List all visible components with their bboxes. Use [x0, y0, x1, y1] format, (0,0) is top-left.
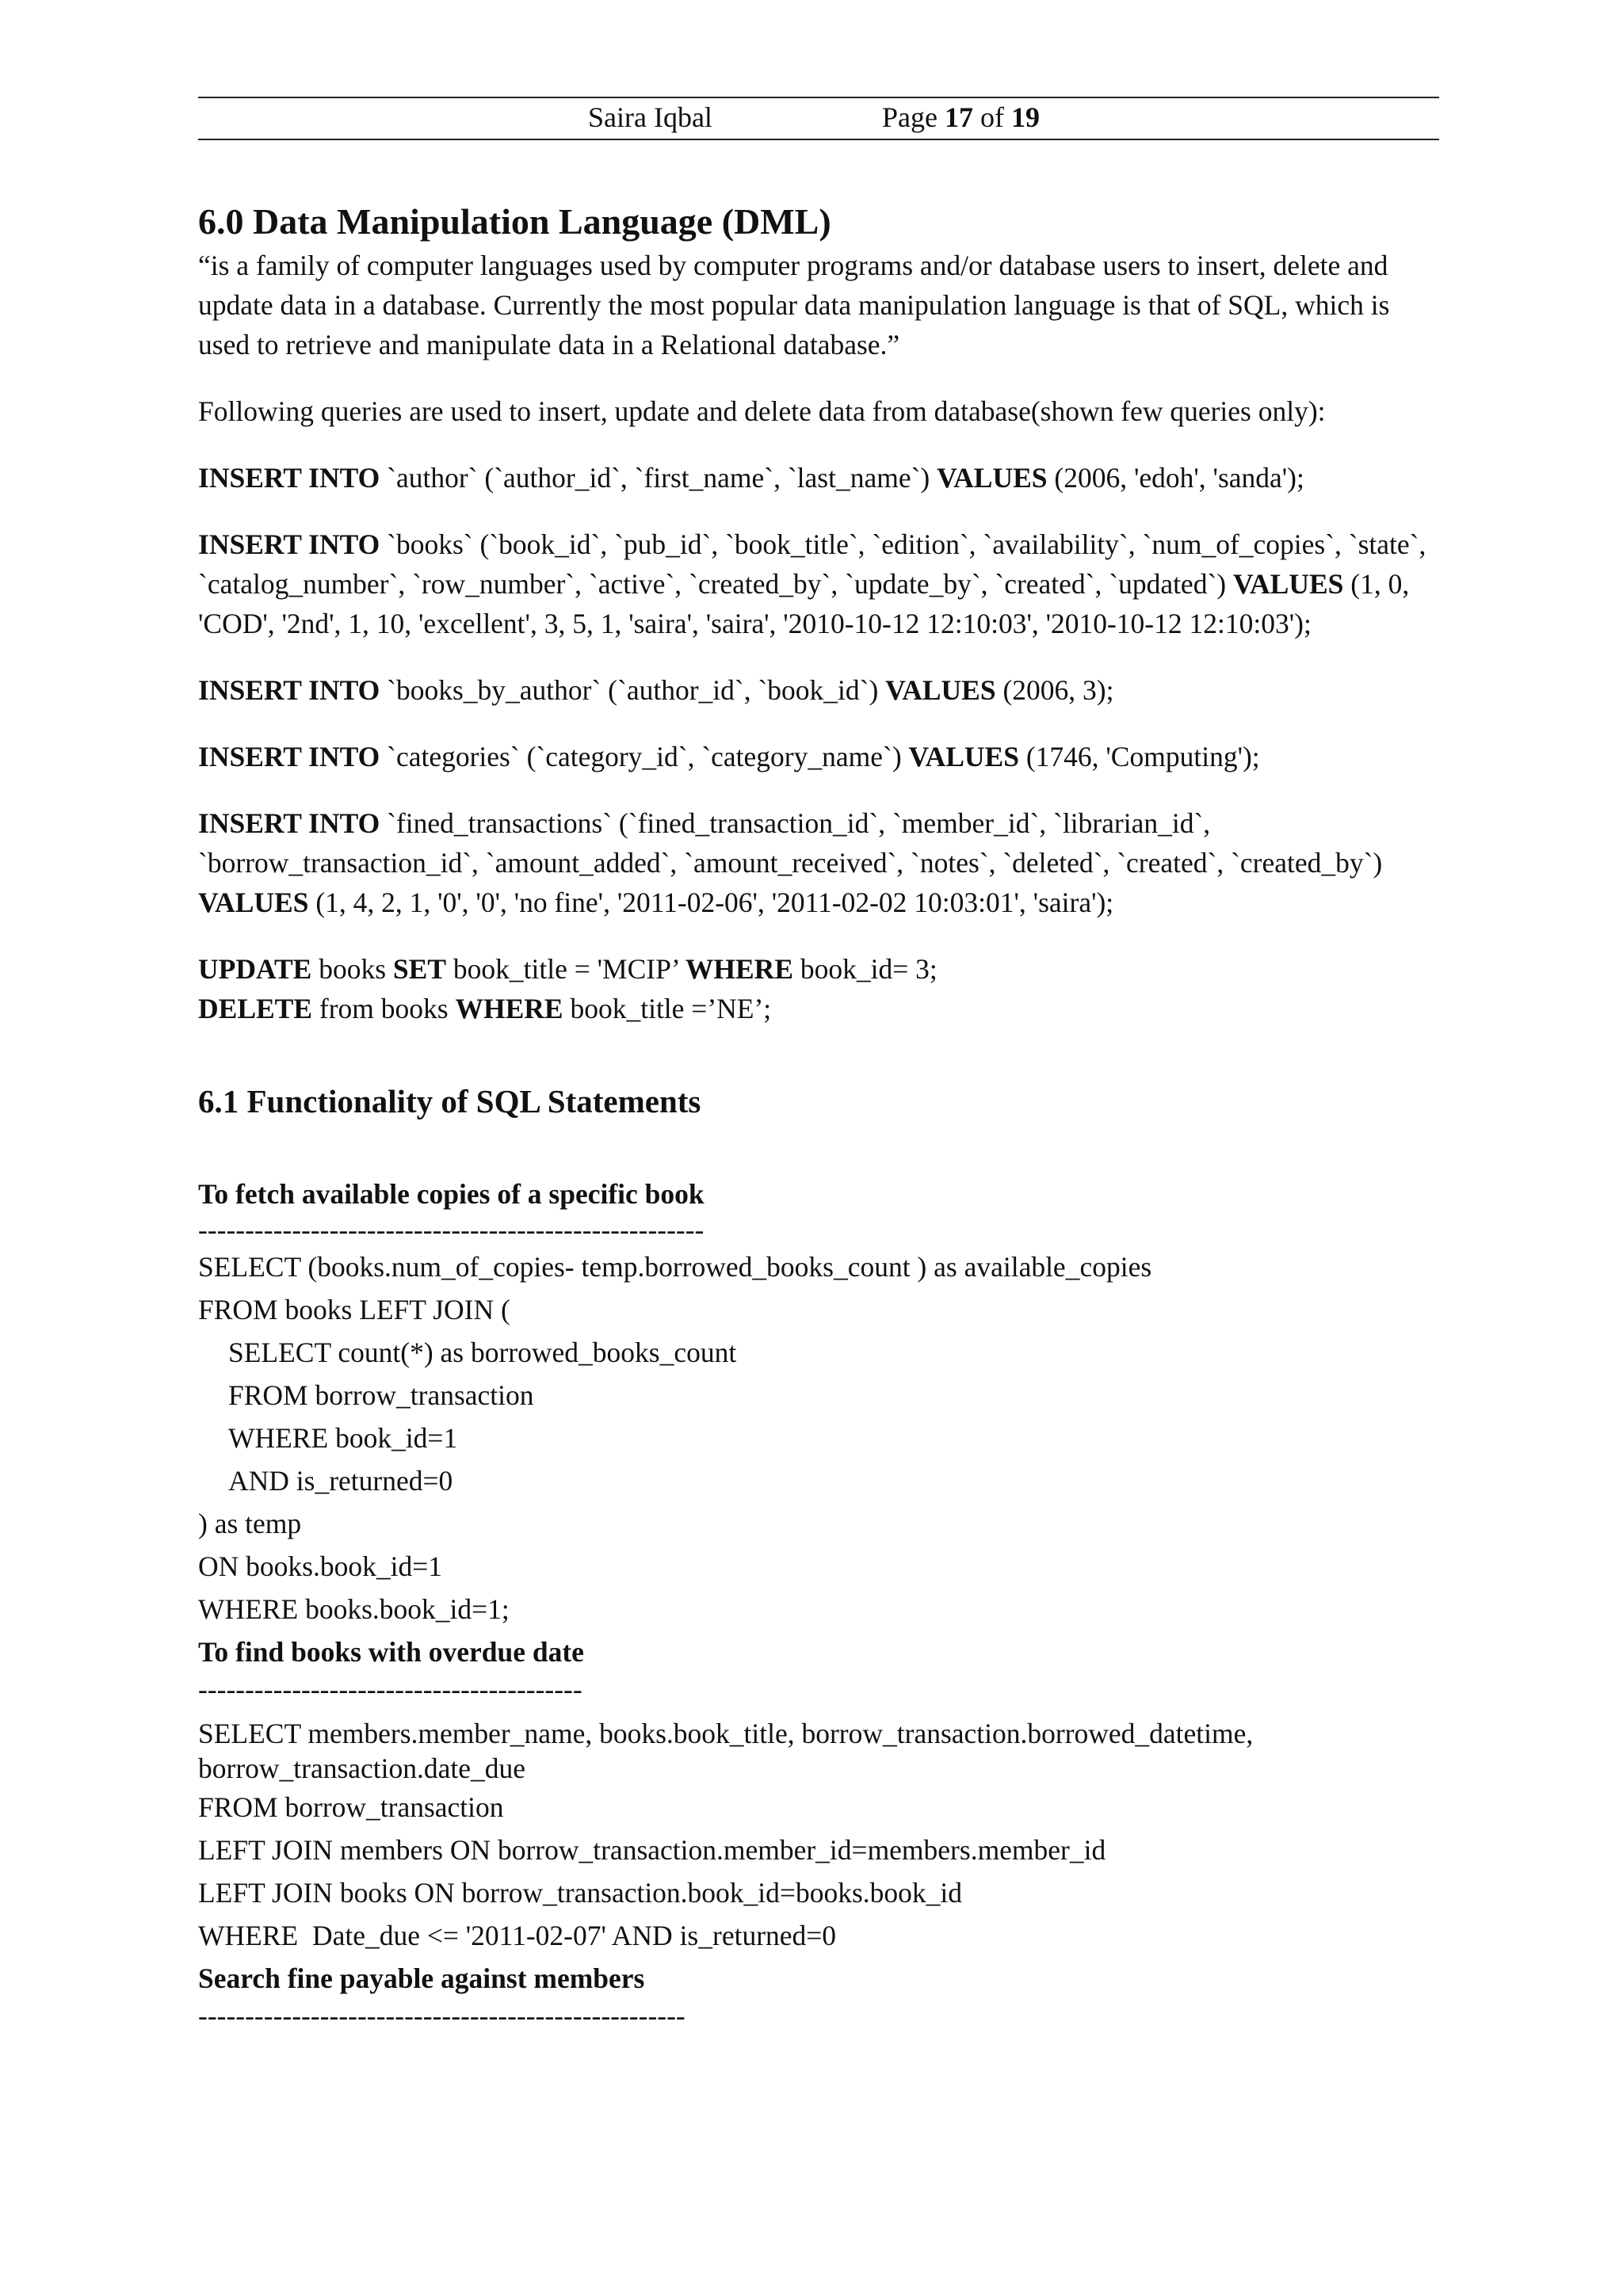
- code-line: SELECT (books.num_of_copies- temp.borrowed_books_count ) as available_copies: [198, 1251, 1152, 1283]
- header-page-number: Page 17 of 19: [882, 101, 1040, 133]
- section-heading-dml: 6.0 Data Manipulation Language (DML): [198, 201, 831, 242]
- code-line: SELECT count(*) as borrowed_books_count: [228, 1337, 737, 1368]
- code-line: FROM books LEFT JOIN (: [198, 1294, 510, 1325]
- code-line: SELECT members.member_name, books.book_title, borrow_transaction.borrowed_datetime,: [198, 1718, 1254, 1749]
- sql-query: INSERT INTO `categories` (`category_id`, `category_name`) VALUES (1746, 'Computing');: [198, 741, 1260, 772]
- code-line: AND is_returned=0: [228, 1465, 453, 1497]
- code-line: borrow_transaction.date_due: [198, 1753, 526, 1784]
- dml-intro: Following queries are used to insert, update and delete data from database(shown few queries only):: [198, 395, 1326, 427]
- dash-separator: -----------------------------------------: [198, 1673, 582, 1705]
- subsection-title: To find books with overdue date: [198, 1636, 584, 1668]
- sql-query: INSERT INTO `author` (`author_id`, `first_name`, `last_name`) VALUES (2006, 'edoh', 'sanda');: [198, 462, 1304, 494]
- header-author: Saira Iqbal: [588, 101, 712, 133]
- page-content: [198, 198, 1442, 2031]
- section-heading-functionality: 6.1 Functionality of SQL Statements: [198, 1083, 701, 1119]
- subsection-title: To fetch available copies of a specific book: [198, 1178, 705, 1210]
- code-line: WHERE books.book_id=1;: [198, 1593, 510, 1625]
- sql-query: INSERT INTO `books` (`book_id`, `pub_id`, `book_title`, `edition`, `availability`, `num_of_copies`, `state`, `catalog_number`, `row_number`, `active`, `created_by`, `update_by`, `created`, `updated`) VALUES (1, 0, 'COD', '2nd', 1, 10, 'excellent', 3, 5, 1, 'saira', 'saira', '2010-10-12 12:10:03', '2010-10-12 12:10:03');: [198, 528, 1426, 639]
- sql-update: UPDATE books SET book_title = 'MCIP’ WHERE book_id= 3;: [198, 953, 938, 985]
- code-line: LEFT JOIN books ON borrow_transaction.book_id=books.book_id: [198, 1877, 962, 1909]
- header-top-rule: [198, 97, 1439, 98]
- code-line: ON books.book_id=1: [198, 1550, 442, 1582]
- dash-separator: ----------------------------------------------------: [198, 2000, 685, 2031]
- subsection-title: Search fine payable against members: [198, 1962, 645, 1994]
- dml-definition: “is a family of computer languages used by computer programs and/or database users to insert, delete and update data in a database. Currently the most popular data manipulation language is that of SQL, which is used to retrieve and manipulate data in a Relational database.”: [198, 250, 1390, 360]
- code-line: FROM borrow_transaction: [198, 1791, 504, 1823]
- code-line: WHERE book_id=1: [228, 1422, 458, 1454]
- sql-query: INSERT INTO `fined_transactions` (`fined_transaction_id`, `member_id`, `librarian_id`, `borrow_transaction_id`, `amount_added`, `amount_received`, `notes`, `deleted`, `created`, `created_by`) VALUES (1, 4, 2, 1, '0', '0', 'no fine', '2011-02-06', '2011-02-02 10:03:01', 'saira');: [198, 807, 1383, 918]
- dash-separator: ------------------------------------------------------: [198, 1214, 705, 1245]
- code-line: WHERE Date_due <= '2011-02-07' AND is_returned=0: [198, 1920, 837, 1951]
- sql-delete: DELETE from books WHERE book_title =’NE’;: [198, 993, 772, 1024]
- sql-query: INSERT INTO `books_by_author` (`author_id`, `book_id`) VALUES (2006, 3);: [198, 674, 1114, 706]
- code-line: LEFT JOIN members ON borrow_transaction.member_id=members.member_id: [198, 1834, 1106, 1866]
- code-line: FROM borrow_transaction: [228, 1379, 534, 1411]
- header-bottom-rule: [198, 139, 1439, 140]
- code-line: ) as temp: [198, 1508, 302, 1539]
